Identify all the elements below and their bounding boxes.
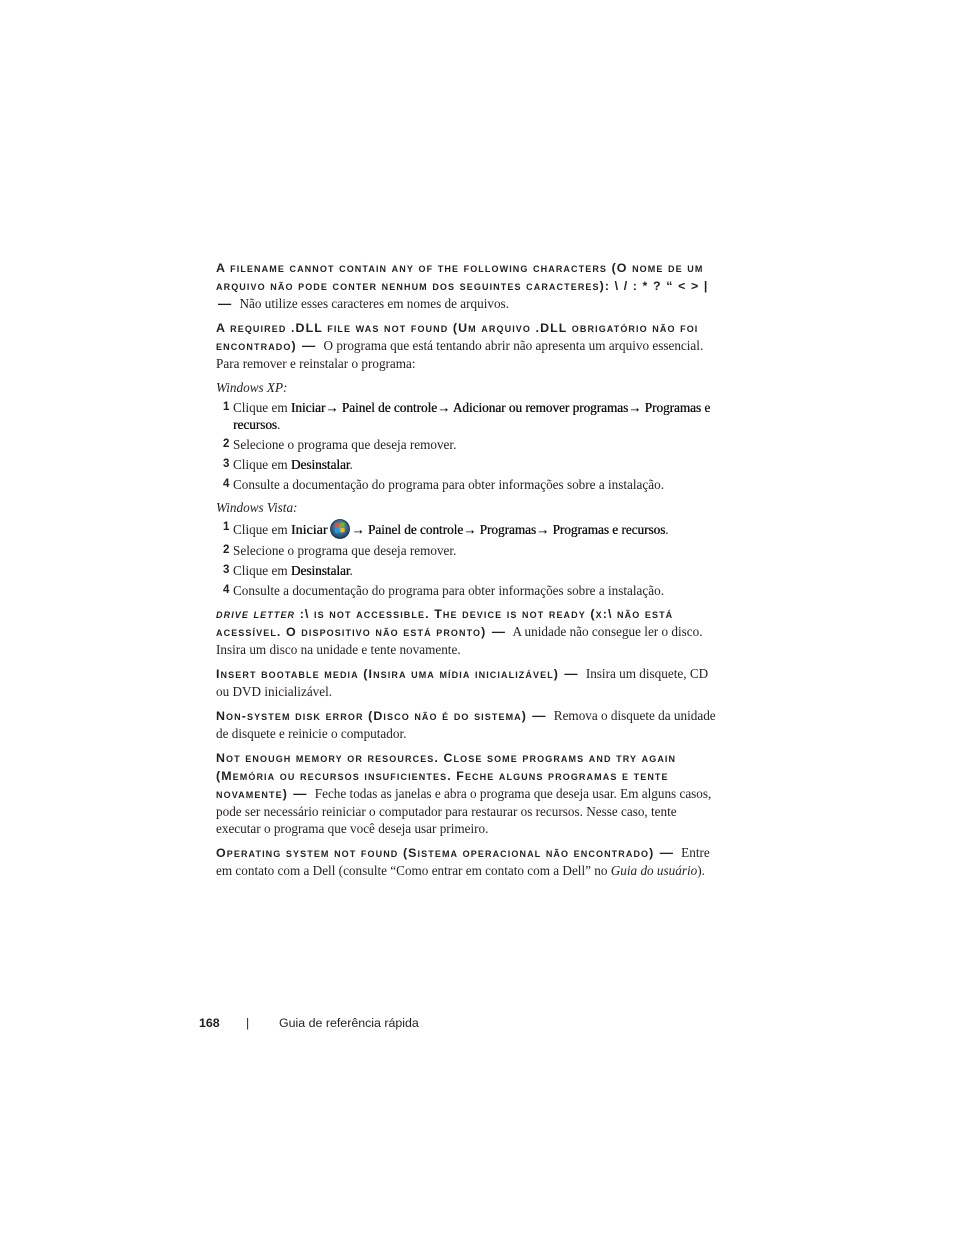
error-heading: Operating system not found (Sistema operacional não encontrado): [216, 846, 655, 860]
step-number: 1: [223, 521, 230, 533]
error-entry-dll-not-found: [216, 319, 716, 372]
step-item: [216, 562, 716, 579]
error-heading: Insert bootable media (Insira uma mídia inicializável): [216, 667, 560, 681]
error-description: Remova o disquete da unidade de disquete e reinicie o computador.: [216, 708, 716, 741]
step-text: Clique em: [233, 457, 291, 472]
windows-vista-steps: [216, 519, 716, 599]
step-item: [216, 542, 716, 559]
user-guide-title: Guia do usuário: [610, 863, 698, 878]
step-text: Selecione o programa que deseja remover.: [233, 437, 457, 452]
footer-title: Guia de referência rápida: [279, 1016, 419, 1030]
step-text: Consulte a documentação do programa para obter informações sobre a instalação.: [233, 583, 664, 598]
error-description: Entre em contato com a Dell (consulte “Como entrar em contato com a Dell” no: [216, 845, 710, 878]
error-description: O programa que está tentando abrir não apresenta um arquivo essencial. Para remover e reinstalar o programa:: [216, 338, 704, 371]
error-description: Não utilize esses caracteres em nomes de arquivos.: [239, 296, 509, 311]
error-description: Insira um disquete, CD ou DVD inicializável.: [216, 666, 709, 699]
step-item: [216, 519, 716, 539]
windows-xp-label: Windows XP:: [216, 380, 288, 395]
step-punctuation: .: [349, 457, 353, 472]
step-number: 3: [223, 564, 230, 576]
step-text: Selecione o programa que deseja remover.: [233, 543, 457, 558]
step-number: 4: [223, 584, 230, 596]
step-text: Clique em: [233, 522, 291, 537]
uninstall-label: Desinstalar: [290, 563, 350, 578]
error-entry-insert-bootable-media: [216, 665, 716, 700]
em-dash: —: [293, 786, 307, 801]
em-dash: —: [491, 624, 505, 639]
error-description-end: ).: [697, 863, 705, 878]
menu-path: Iniciar→ Painel de controle→ Adicionar ou remover programas→ Programas e recursos: [233, 400, 711, 432]
step-item: [216, 476, 716, 493]
step-text: Clique em: [233, 400, 291, 415]
uninstall-label: Desinstalar: [290, 457, 350, 472]
step-number: 2: [223, 438, 230, 450]
step-punctuation: .: [665, 522, 669, 537]
page-content: [216, 259, 716, 886]
em-dash: —: [302, 338, 316, 353]
error-heading: A filename cannot contain any of the following characters (O nome de um arquivo não pode conter nenhum dos seguintes caracteres): \ / : * ? “ < > |: [216, 261, 709, 293]
error-heading-text: :\ is not accessible. The device is not ready (x:\ não está acessível. O dispositivo não está pronto): [216, 607, 674, 639]
step-number: 4: [223, 478, 230, 490]
step-item: [216, 456, 716, 473]
error-description: A unidade não consegue ler o disco. Insira um disco na unidade e tente novamente.: [216, 624, 703, 657]
step-number: 1: [223, 401, 230, 413]
footer-separator: |: [246, 1016, 250, 1030]
error-entry-non-system-disk: [216, 707, 716, 742]
windows-xp-steps: [216, 399, 716, 493]
windows-start-orb-icon: [330, 519, 350, 539]
step-text: Clique em: [233, 563, 291, 578]
drive-letter-placeholder: drive letter: [216, 607, 296, 621]
em-dash: —: [532, 708, 546, 723]
em-dash: —: [218, 296, 232, 311]
menu-path: → Painel de controle→ Programas→ Programas e recursos: [351, 522, 666, 537]
error-entry-os-not-found: [216, 844, 716, 879]
error-entry-drive-not-accessible: [216, 605, 716, 658]
error-heading: Non-system disk error (Disco não é do sistema): [216, 709, 527, 723]
step-item: [216, 399, 716, 433]
error-entry-filename-characters: [216, 259, 716, 312]
step-number: 3: [223, 458, 230, 470]
em-dash: —: [659, 845, 673, 860]
start-label: Iniciar: [290, 523, 328, 538]
step-item: [216, 436, 716, 453]
step-punctuation: .: [276, 417, 281, 432]
em-dash: —: [564, 666, 578, 681]
error-entry-not-enough-memory: [216, 749, 716, 837]
step-item: [216, 582, 716, 599]
error-heading: Not enough memory or resources. Close some programs and try again (Memória ou recursos insuficientes. Feche alguns programas e tente novamente): [216, 751, 677, 801]
step-punctuation: .: [349, 563, 353, 578]
windows-vista-label: Windows Vista:: [216, 500, 298, 515]
step-text: Consulte a documentação do programa para obter informações sobre a instalação.: [233, 477, 664, 492]
page-number: 168: [199, 1016, 220, 1030]
error-heading: A required .DLL file was not found (Um arquivo .DLL obrigatório não foi encontrado): [216, 321, 699, 353]
step-number: 2: [223, 544, 230, 556]
error-description: Feche todas as janelas e abra o programa que deseja usar. Em alguns casos, pode ser necessário reiniciar o computador para restaurar os recursos. Nesse caso, tente executar o programa que você deseja usar primeiro.: [216, 786, 712, 836]
